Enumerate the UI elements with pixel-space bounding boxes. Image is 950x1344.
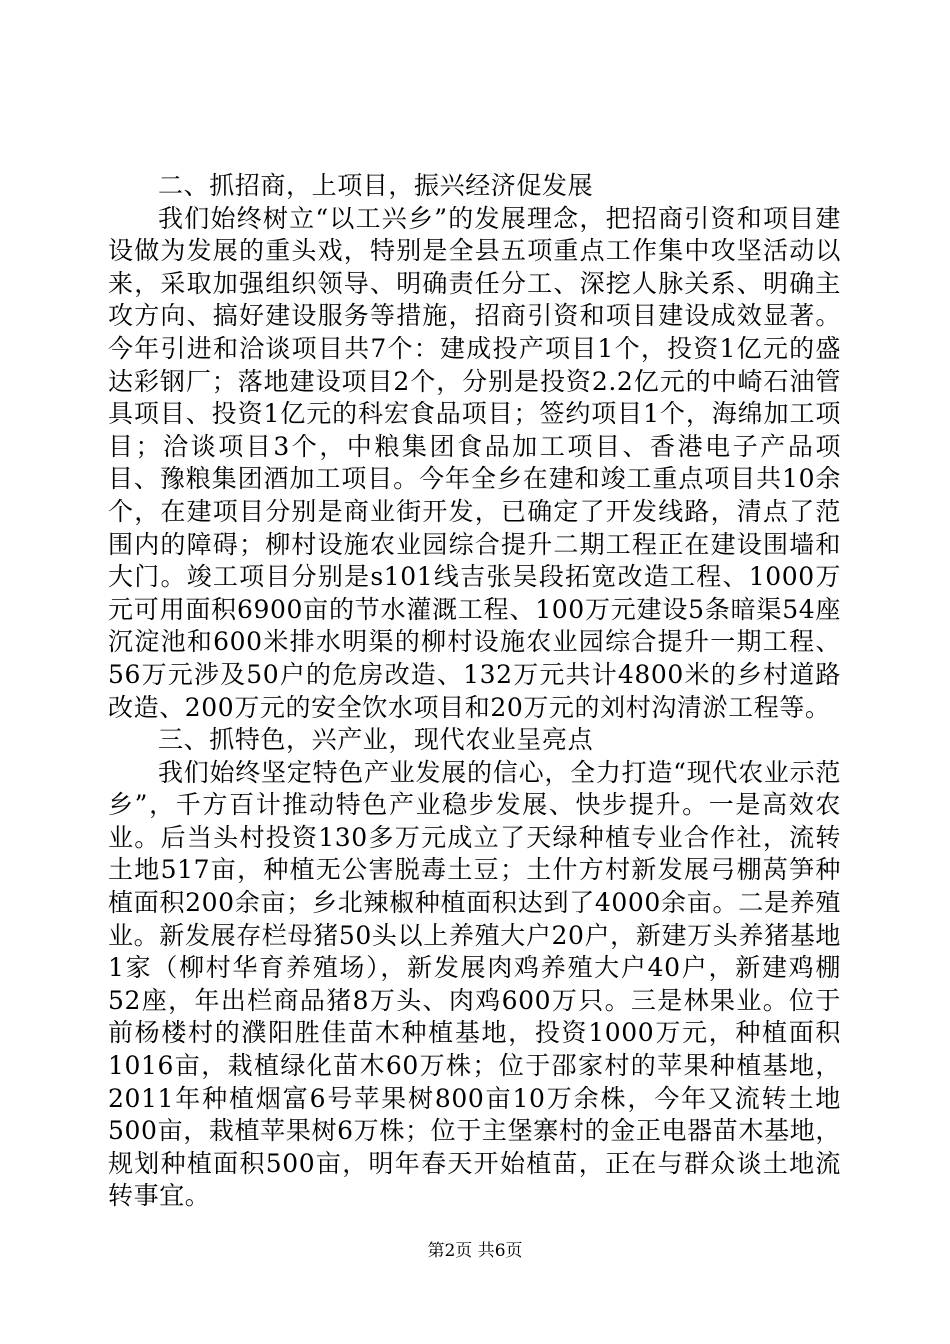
section-heading-agriculture: 三、抓特色，兴产业，现代农业呈亮点 [158, 725, 594, 755]
page-number-footer: 第2页 共6页 [427, 1241, 523, 1261]
document-body [108, 170, 841, 1213]
section-paragraph-agriculture: 我们始终坚定特色产业发展的信心，全力打造“现代农业示范乡”，千方百计推动特色产业稳步发展、快步提升。一是高效农业。后当头村投资130多万元成立了天绿种植专业合作社，流转土地517亩，种植无公害脱毒土豆；土什方村新发展弓棚莴笋种植面积200余亩；乡北辣椒种植面积达到了4000余亩。二是养殖业。新发展存栏母猪50头以上养殖大户20户，新建万头养猪基地1家（柳村华育养殖场），新发展肉鸡养殖大户40户，新建鸡棚52座，年出栏商品猪8万头、肉鸡600万只。三是林果业。位于前杨楼村的濮阳胜佳苗木种植基地，投资1000万元，种植面积1016亩，栽植绿化苗木60万株；位于邵家村的苹果种植基地，2011年种植烟富6号苹果树800亩10万余株，今年又流转土地500亩，栽植苹果树6万株；位于主堡寨村的金正电器苗木基地，规划种植面积500亩，明年春天开始植苗，正在与群众谈土地流转事宜。 [108, 757, 841, 1211]
section-paragraph-investment: 我们始终树立“以工兴乡”的发展理念，把招商引资和项目建设做为发展的重头戏，特别是全县五项重点工作集中攻坚活动以来，采取加强组织领导、明确责任分工、深挖人脉关系、明确主攻方向、搞好建设服务等措施，招商引资和项目建设成效显著。今年引进和洽谈项目共7个：建成投产项目1个，投资1亿元的盛达彩钢厂；落地建设项目2个，分别是投资2.2亿元的中崎石油管具项目、投资1亿元的科宏食品项目；签约项目1个，海绵加工项目；洽谈项目3个，中粮集团食品加工项目、香港电子产品项目、豫粮集团酒加工项目。今年全乡在建和竣工重点项目共10余个，在建项目分别是商业街开发，已确定了开发线路，清点了范围内的障碍；柳村设施农业园综合提升二期工程正在建设围墙和大门。竣工项目分别是s101线吉张吴段拓宽改造工程、1000万元可用面积6900亩的节水灌溉工程、100万元建设5条暗渠54座沉淀池和600米排水明渠的柳村设施农业园综合提升一期工程、56万元涉及50户的危房改造、132万元共计4800米的乡村道路改造、200万元的安全饮水项目和20万元的刘村沟清淤工程等。 [108, 203, 841, 722]
section-heading-investment: 二、抓招商，上项目，振兴经济促发展 [158, 171, 594, 200]
